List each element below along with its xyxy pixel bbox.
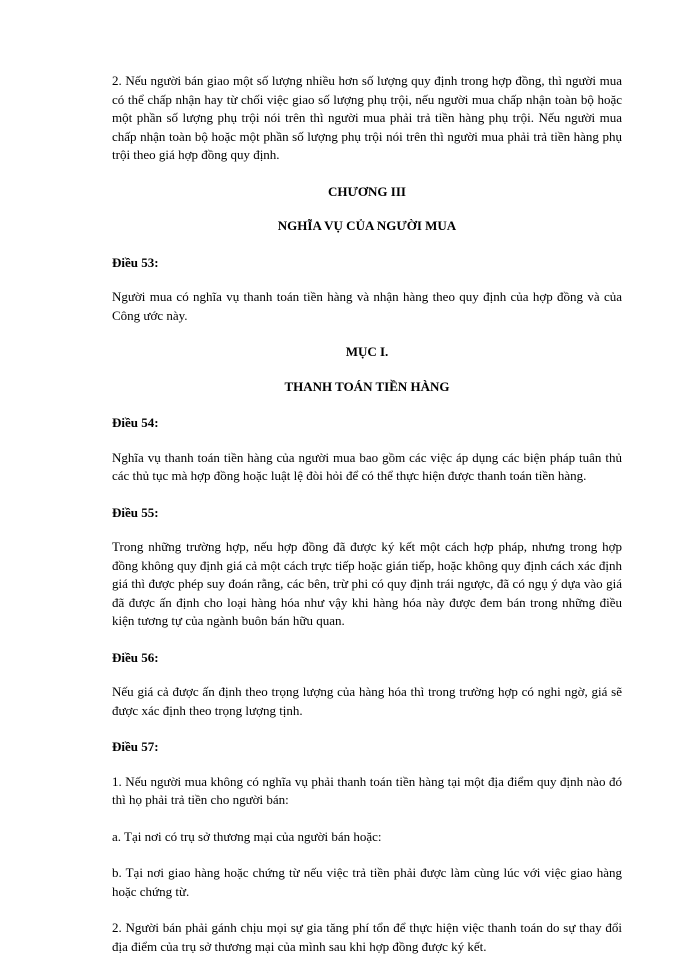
article-55-title: Điều 55: xyxy=(112,504,159,520)
section-label: MỤC I. xyxy=(345,344,389,359)
article-57-item-b: b. Tại nơi giao hàng hoặc chứng từ nếu việc trả tiền phải được làm cùng lúc với việc giao hàng hoặc chứng từ. xyxy=(112,865,622,899)
article-54-text: Nghĩa vụ thanh toán tiền hàng của người mua bao gồm các việc áp dụng các biện pháp tuân thủ các thủ tục mà hợp đồng hoặc luật lệ đòi hỏi để có thể thực hiện được thanh toán tiền hàng. xyxy=(112,449,622,483)
article-57-paragraph-1: 1. Nếu người mua không có nghĩa vụ phải thanh toán tiền hàng tại một địa điểm quy định nào đó thì họ phải trả tiền cho người bán: xyxy=(112,773,622,807)
document-page xyxy=(112,72,622,974)
article-57-title: Điều 57: xyxy=(112,739,159,754)
article-54-title: Điều 54: xyxy=(112,415,159,430)
chapter-title: NGHĨA VỤ CỦA NGƯỜI MUA xyxy=(277,218,457,233)
intro-paragraph: 2. Nếu người bán giao một số lượng nhiều hơn số lượng quy định trong hợp đồng, thì người mua có thể chấp nhận hay từ chối việc giao số lượng phụ trội, nếu người mua chấp nhận toàn bộ hoặc một phần số lượng phụ trội nói trên thì người mua phải trả tiền hàng phụ trội. Nếu người mua chấp nhận toàn bộ hoặc một phần số lượng phụ trội nói trên thì người mua phải trả tiền hàng phụ trội theo giá hợp đồng quy định. xyxy=(112,73,622,162)
section-title: THANH TOÁN TIỀN HÀNG xyxy=(284,378,450,394)
article-56-text: Nếu giá cả được ấn định theo trọng lượng của hàng hóa thì trong trường hợp có nghi ngờ, giá sẽ được xác định theo trọng lượng tịnh. xyxy=(112,684,622,718)
article-57-item-a: a. Tại nơi có trụ sở thương mại của người bán hoặc: xyxy=(112,828,382,844)
article-53-text: Người mua có nghĩa vụ thanh toán tiền hàng và nhận hàng theo quy định của hợp đồng và của Công ước này. xyxy=(112,289,622,323)
article-53-title: Điều 53: xyxy=(112,254,159,270)
article-55-text: Trong những trường hợp, nếu hợp đồng đã được ký kết một cách hợp pháp, nhưng trong hợp đồng không quy định giá cả một cách trực tiếp hoặc gián tiếp, hoặc không quy định cách xác định giá thì được phép suy đoán rằng, các bên, trừ phi có quy định trái ngược, đã có ngụ ý dựa vào giá đã được ấn định cho loại hàng hóa như vậy khi hàng hóa này được đem bán trong những điều kiện tương tự của ngành buôn bán hữu quan. xyxy=(112,539,622,628)
article-57-paragraph-2: 2. Người bán phải gánh chịu mọi sự gia tăng phí tổn để thực hiện việc thanh toán do sự thay đổi địa điểm của trụ sở thương mại của mình sau khi hợp đồng được ký kết. xyxy=(112,920,622,954)
chapter-label: CHƯƠNG III xyxy=(328,183,406,199)
article-56-title: Điều 56: xyxy=(112,649,159,665)
